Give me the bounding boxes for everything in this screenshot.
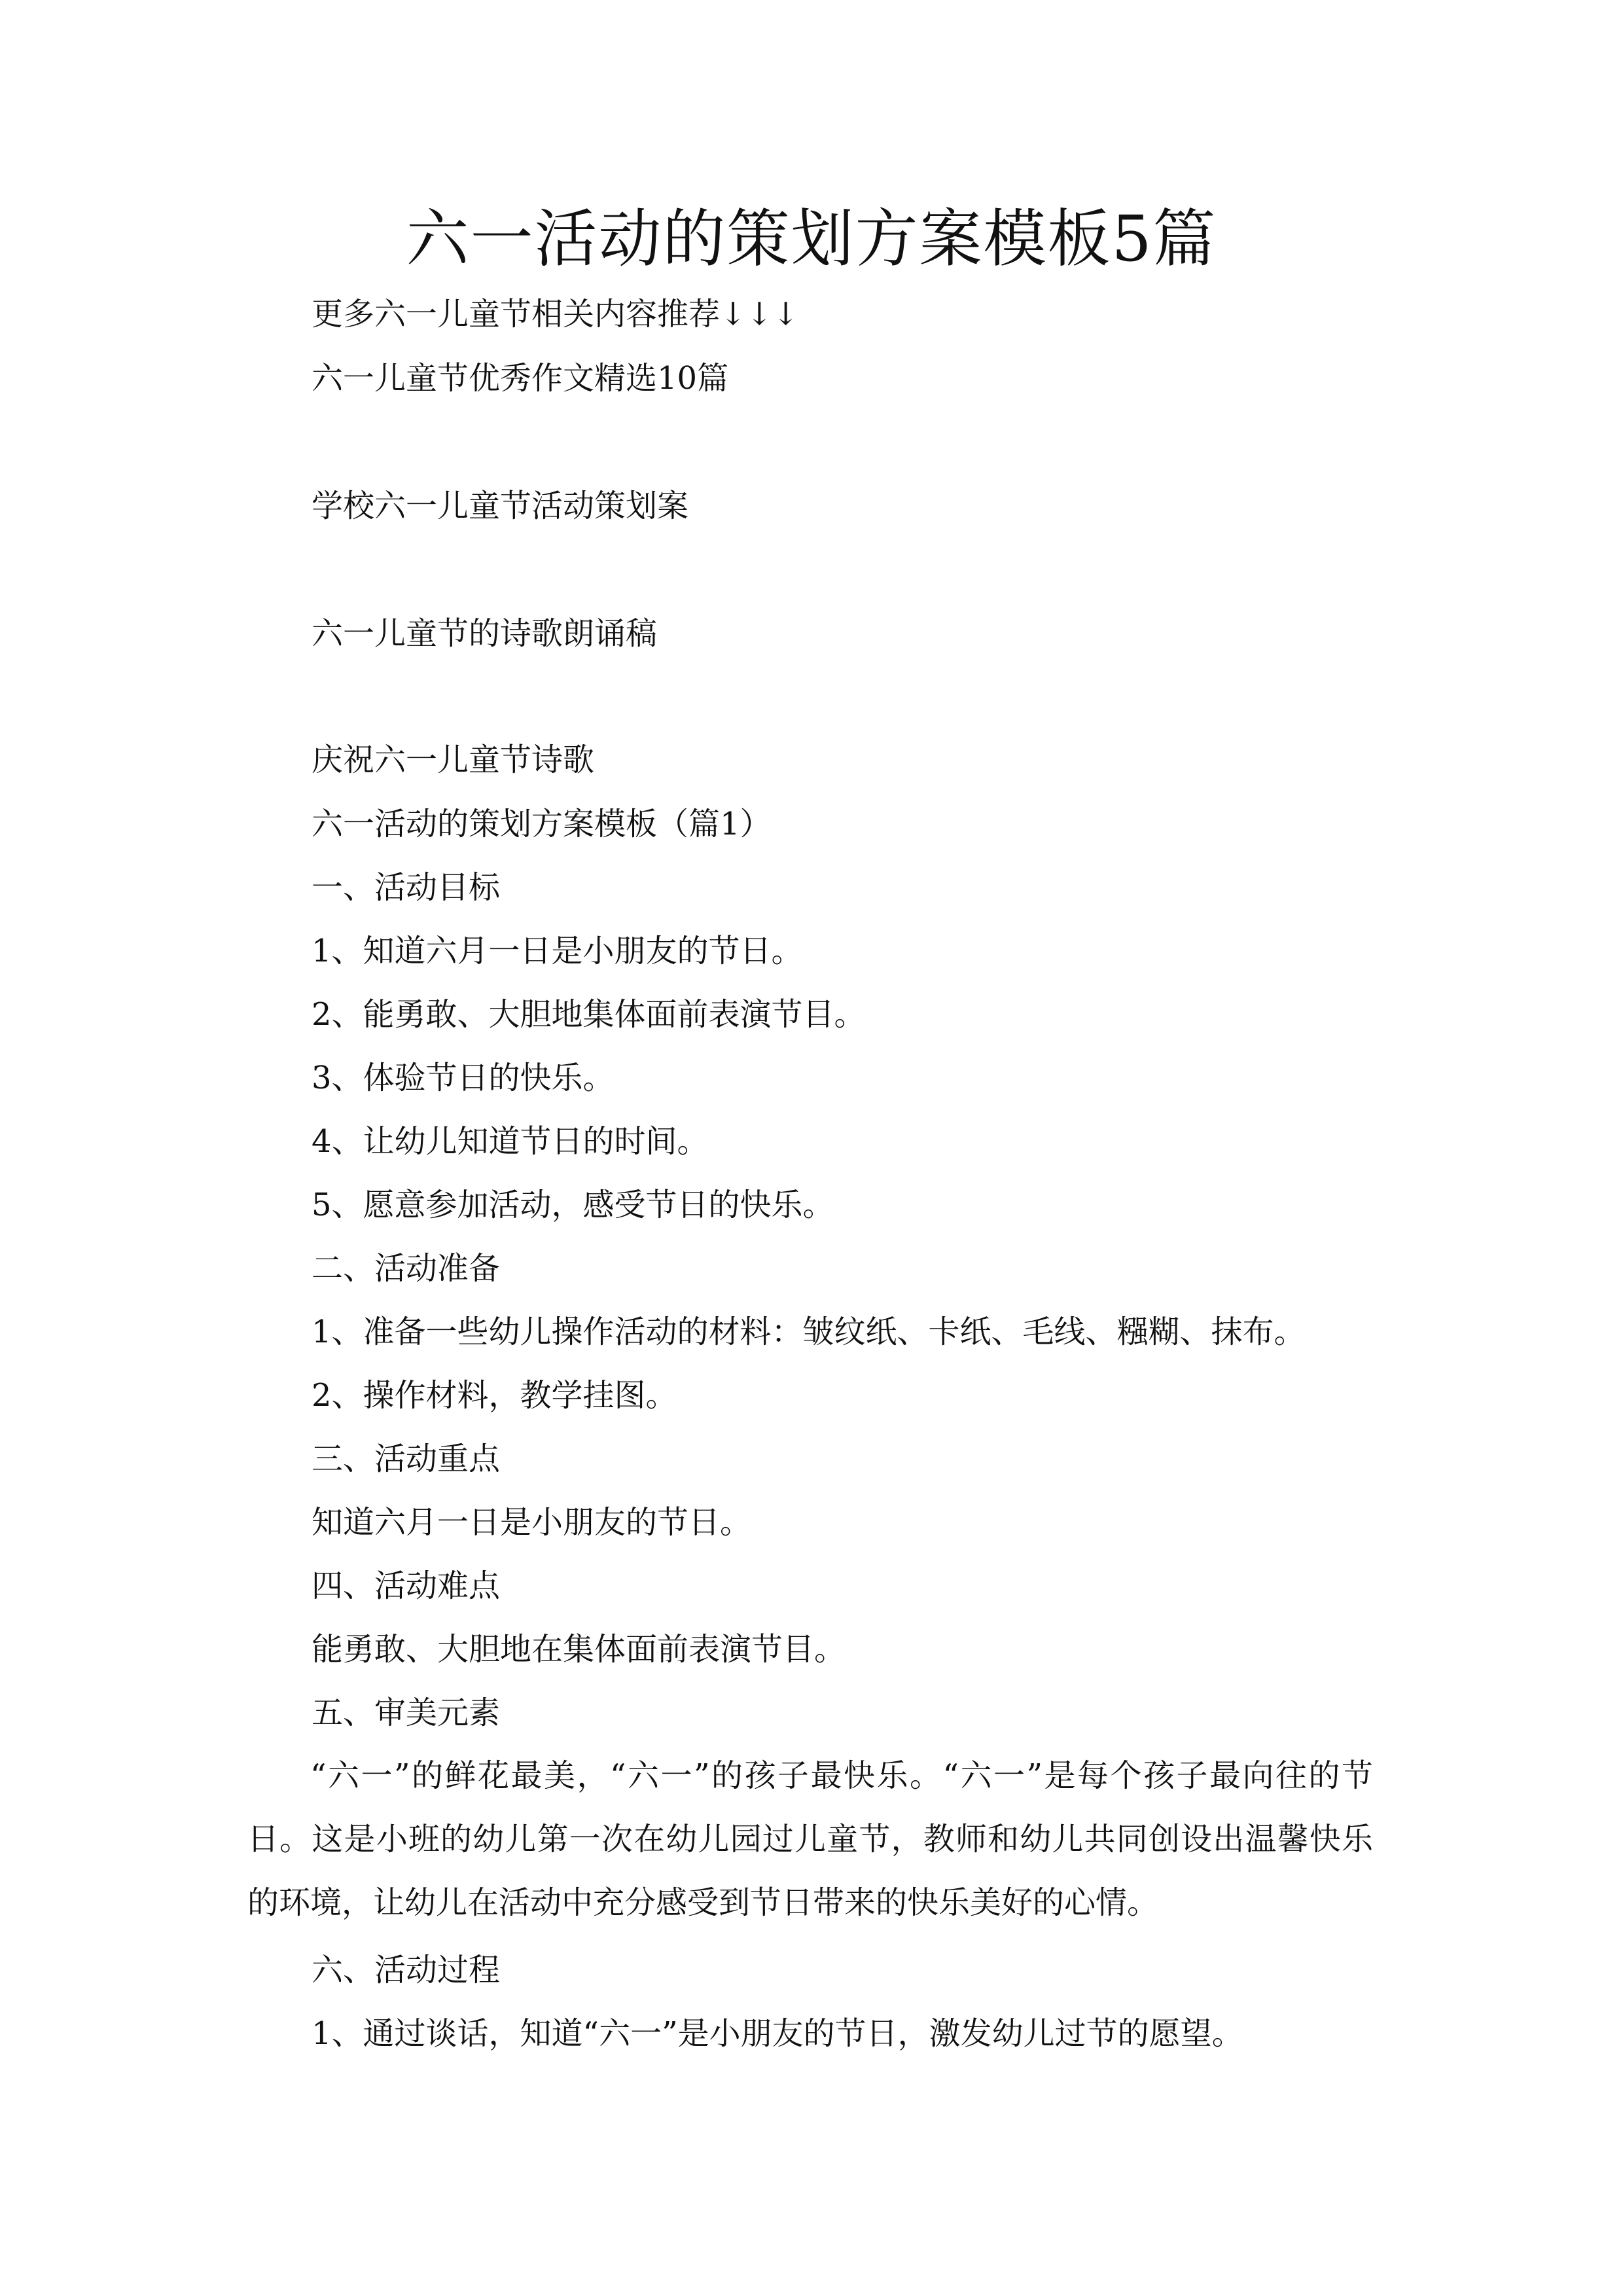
- difficulty-heading: 四、活动难点: [312, 1568, 501, 1604]
- related-link-essays[interactable]: 六一儿童节优秀作文精选10篇: [312, 360, 729, 397]
- goal-item-5: 5、愿意参加活动，感受节日的快乐。: [312, 1187, 834, 1223]
- difficulty-text: 能勇敢、大胆地在集体面前表演节目。: [312, 1631, 846, 1668]
- goal-item-2: 2、能勇敢、大胆地集体面前表演节目。: [312, 996, 866, 1033]
- goal-item-3: 3、体验节日的快乐。: [312, 1060, 615, 1096]
- prep-heading: 二、活动准备: [312, 1250, 501, 1287]
- process-heading: 六、活动过程: [312, 1952, 501, 1988]
- focus-text: 知道六月一日是小朋友的节日。: [312, 1504, 752, 1541]
- related-link-school-plan[interactable]: 学校六一儿童节活动策划案: [312, 488, 689, 524]
- section-title: 六一活动的策划方案模板（篇1）: [312, 806, 772, 842]
- goals-heading: 一、活动目标: [312, 869, 501, 906]
- related-link-celebration-poem[interactable]: 庆祝六一儿童节诗歌: [312, 742, 595, 778]
- document-title: 六一活动的策划方案模板5篇: [406, 202, 1217, 276]
- more-content-prompt: 更多六一儿童节相关内容推荐↓↓↓: [312, 296, 799, 332]
- focus-heading: 三、活动重点: [312, 1441, 501, 1477]
- prep-item-1: 1、准备一些幼儿操作活动的材料：皱纹纸、卡纸、毛线、糨糊、抹布。: [312, 1314, 1306, 1350]
- goal-item-4: 4、让幼儿知道节日的时间。: [312, 1123, 709, 1160]
- aesthetic-paragraph: “六一”的鲜花最美，“六一”的孩子最快乐。“六一”是每个孩子最向往的节日。这是小班的幼儿第一次在幼儿园过儿童节，教师和幼儿共同创设出温馨快乐的环境，让幼儿在活动中充分感受到节日带来的快乐美好的心情。: [247, 1757, 1373, 1921]
- prep-item-2: 2、操作材料，教学挂图。: [312, 1377, 677, 1414]
- aesthetic-heading: 五、审美元素: [312, 1695, 501, 1731]
- process-step-1: 1、通过谈话，知道“六一”是小朋友的节日，激发幼儿过节的愿望。: [312, 2015, 1243, 2052]
- goal-item-1: 1、知道六月一日是小朋友的节日。: [312, 933, 803, 969]
- related-link-poem-recital[interactable]: 六一儿童节的诗歌朗诵稿: [312, 615, 658, 652]
